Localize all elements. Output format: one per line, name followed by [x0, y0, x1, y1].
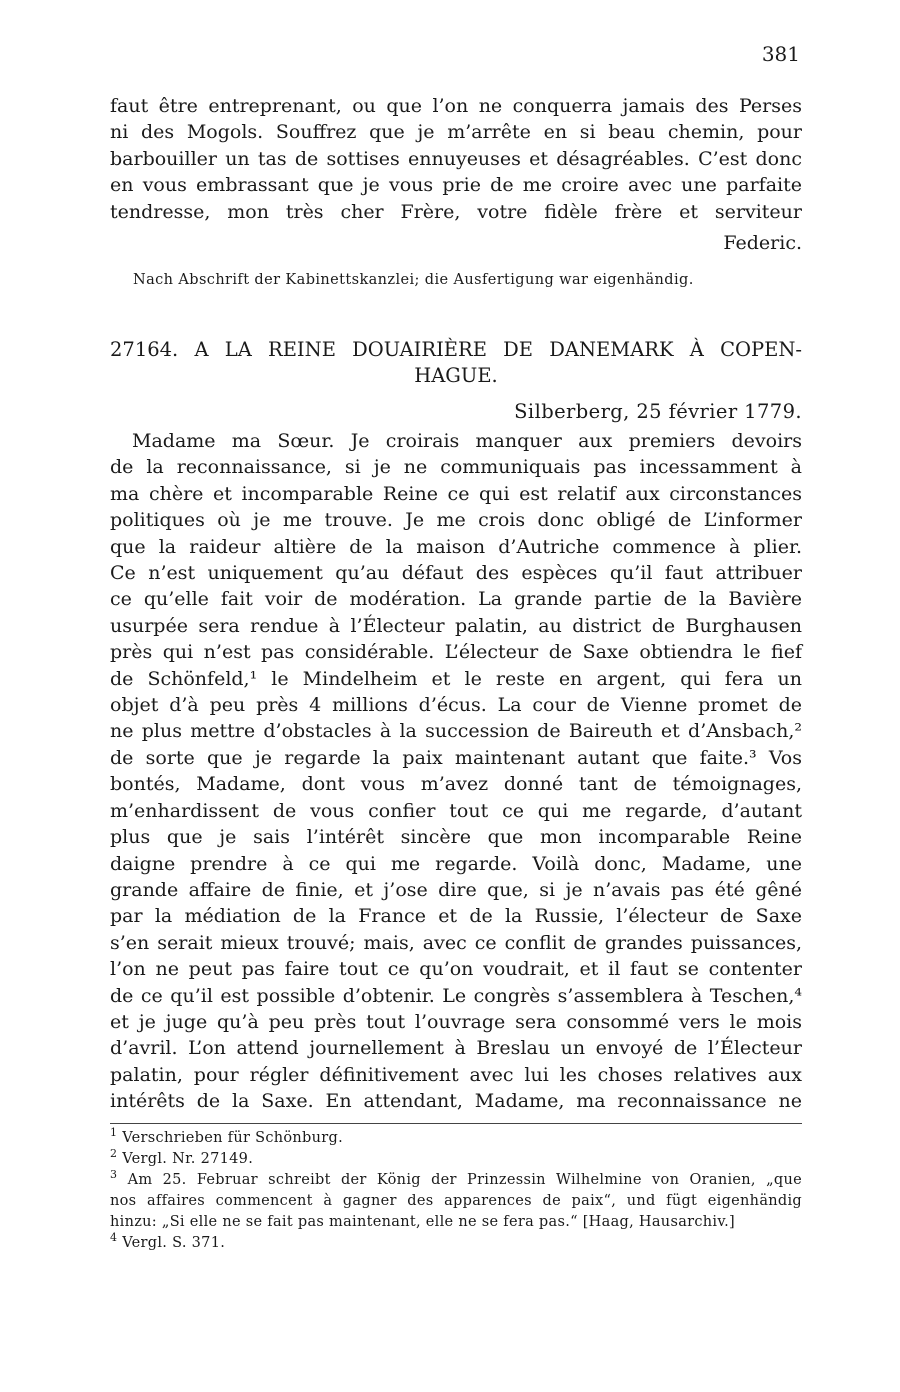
- dateline: Silberberg, 25 février 1779.: [514, 400, 802, 423]
- footnotes: [110, 1128, 802, 1254]
- text-line: que la raideur altière de la maison d’Autriche commence à plier.: [110, 535, 802, 558]
- text-line: ce qu’elle fait voir de modération. La grande partie de la Bavière: [110, 588, 802, 611]
- letter-body: [110, 428, 802, 1115]
- text-line: s’en serait mieux trouvé; mais, avec ce conflit de grandes puissances,: [110, 931, 802, 954]
- footnote-line: [110, 1233, 802, 1254]
- text-line: plus que je sais l’intérêt sincère que mon incomparable Reine: [110, 826, 802, 849]
- footnote-line: [110, 1170, 802, 1191]
- text-line: barbouiller un tas de sottises ennuyeuses et désagréables. C’est donc: [110, 147, 802, 170]
- text-line: bontés, Madame, dont vous m’avez donné tant de témoignages,: [110, 773, 802, 796]
- text-line: d’avril. L’on attend journellement à Breslau un envoyé de l’Électeur: [110, 1037, 802, 1060]
- footnote-text: Vergl. Nr. 27149.: [122, 1151, 254, 1167]
- footnote-text: hinzu: „Si elle ne se fait pas maintenant, elle ne se fera pas.“ [Haag, Hausarchiv.]: [110, 1214, 736, 1230]
- text-line: en vous embrassant que je vous prie de me croire avec une parfaite: [110, 174, 802, 197]
- text-line: près qui n’est pas considérable. L’électeur de Saxe obtiendra le fief: [110, 641, 802, 664]
- footnote-marker: 2: [110, 1147, 118, 1161]
- text-line: daigne prendre à ce qui me regarde. Voilà donc, Madame, une: [110, 852, 802, 875]
- footnote-text: Am 25. Februar schreibt der König der Prinzessin Wilhelmine von Oranien, „que: [127, 1172, 802, 1188]
- text-line: ma chère et incomparable Reine ce qui est relatif aux circonstances: [110, 482, 802, 505]
- text-line: par la médiation de la France et de la Russie, l’électeur de Saxe: [110, 905, 802, 928]
- text-line: de sorte que je regarde la paix maintenant autant que faite.³ Vos: [110, 746, 802, 769]
- source-note: Nach Abschrift der Kabinettskanzlei; die Ausfertigung war eigenhändig.: [133, 272, 694, 288]
- letter-heading: [110, 337, 802, 389]
- footnote-marker: 4: [110, 1231, 118, 1245]
- text-line: de Schönfeld,¹ le Mindelheim et le reste en argent, qui fera un: [110, 667, 802, 690]
- letter-continuation: [110, 93, 802, 225]
- footnote-text: Verschrieben für Schönburg.: [122, 1130, 343, 1146]
- text-line: Madame ma Sœur. Je croirais manquer aux premiers devoirs: [132, 430, 802, 452]
- text-line: usurpée sera rendue à l’Électeur palatin, au district de Burghausen: [110, 614, 802, 637]
- text-line: politiques où je me trouve. Je me crois donc obligé de L’informer: [110, 509, 802, 532]
- text-line: Ce n’est uniquement qu’au défaut des espèces qu’il faut attribuer: [110, 562, 802, 585]
- text-line: ni des Mogols. Souffrez que je m’arrête en si beau chemin, pour: [110, 121, 802, 144]
- text-line: m’enhardissent de vous confier tout ce qui me regarde, d’autant: [110, 799, 802, 822]
- footnote-line: [110, 1191, 802, 1212]
- footnote-text: Vergl. S. 371.: [122, 1235, 226, 1251]
- footnote-marker: 3: [110, 1168, 118, 1182]
- text-line: de la reconnaissance, si je ne communiquais pas incessamment à: [110, 456, 802, 479]
- text-line: tendresse, mon très cher Frère, votre fidèle frère et serviteur: [110, 200, 802, 223]
- signature: Federic.: [723, 232, 802, 254]
- footnote-divider: [110, 1123, 802, 1124]
- footnote-line: [110, 1128, 802, 1149]
- footnote-line: [110, 1212, 802, 1233]
- footnote-text: nos affaires commencent à gagner des apparences de paix“, und fügt eigenhändig: [110, 1193, 802, 1209]
- page-number: 381: [761, 42, 800, 66]
- heading-line: HAGUE.: [414, 364, 498, 387]
- text-line: ne plus mettre d’obstacles à la succession de Baireuth et d’Ansbach,²: [110, 720, 802, 743]
- text-line: intérêts de la Saxe. En attendant, Madame, ma reconnaissance ne: [110, 1090, 802, 1113]
- heading-line: 27164. A LA REINE DOUAIRIÈRE DE DANEMARK À COPEN-: [110, 338, 802, 361]
- text-line: objet d’à peu près 4 millions d’écus. La cour de Vienne promet de: [110, 694, 802, 717]
- text-line: faut être entreprenant, ou que l’on ne conquerra jamais des Perses: [110, 95, 802, 117]
- text-line: palatin, pour régler définitivement avec lui les choses relatives aux: [110, 1063, 802, 1086]
- footnote-line: [110, 1149, 802, 1170]
- text-line: et je juge qu’à peu près tout l’ouvrage sera consommé vers le mois: [110, 1010, 802, 1033]
- text-line: de ce qu’il est possible d’obtenir. Le congrès s’assemblera à Teschen,⁴: [110, 984, 802, 1007]
- text-line: l’on ne peut pas faire tout ce qu’on voudrait, et il faut se contenter: [110, 958, 802, 981]
- footnote-marker: 1: [110, 1126, 118, 1140]
- text-line: grande affaire de finie, et j’ose dire que, si je n’avais pas été gêné: [110, 878, 802, 901]
